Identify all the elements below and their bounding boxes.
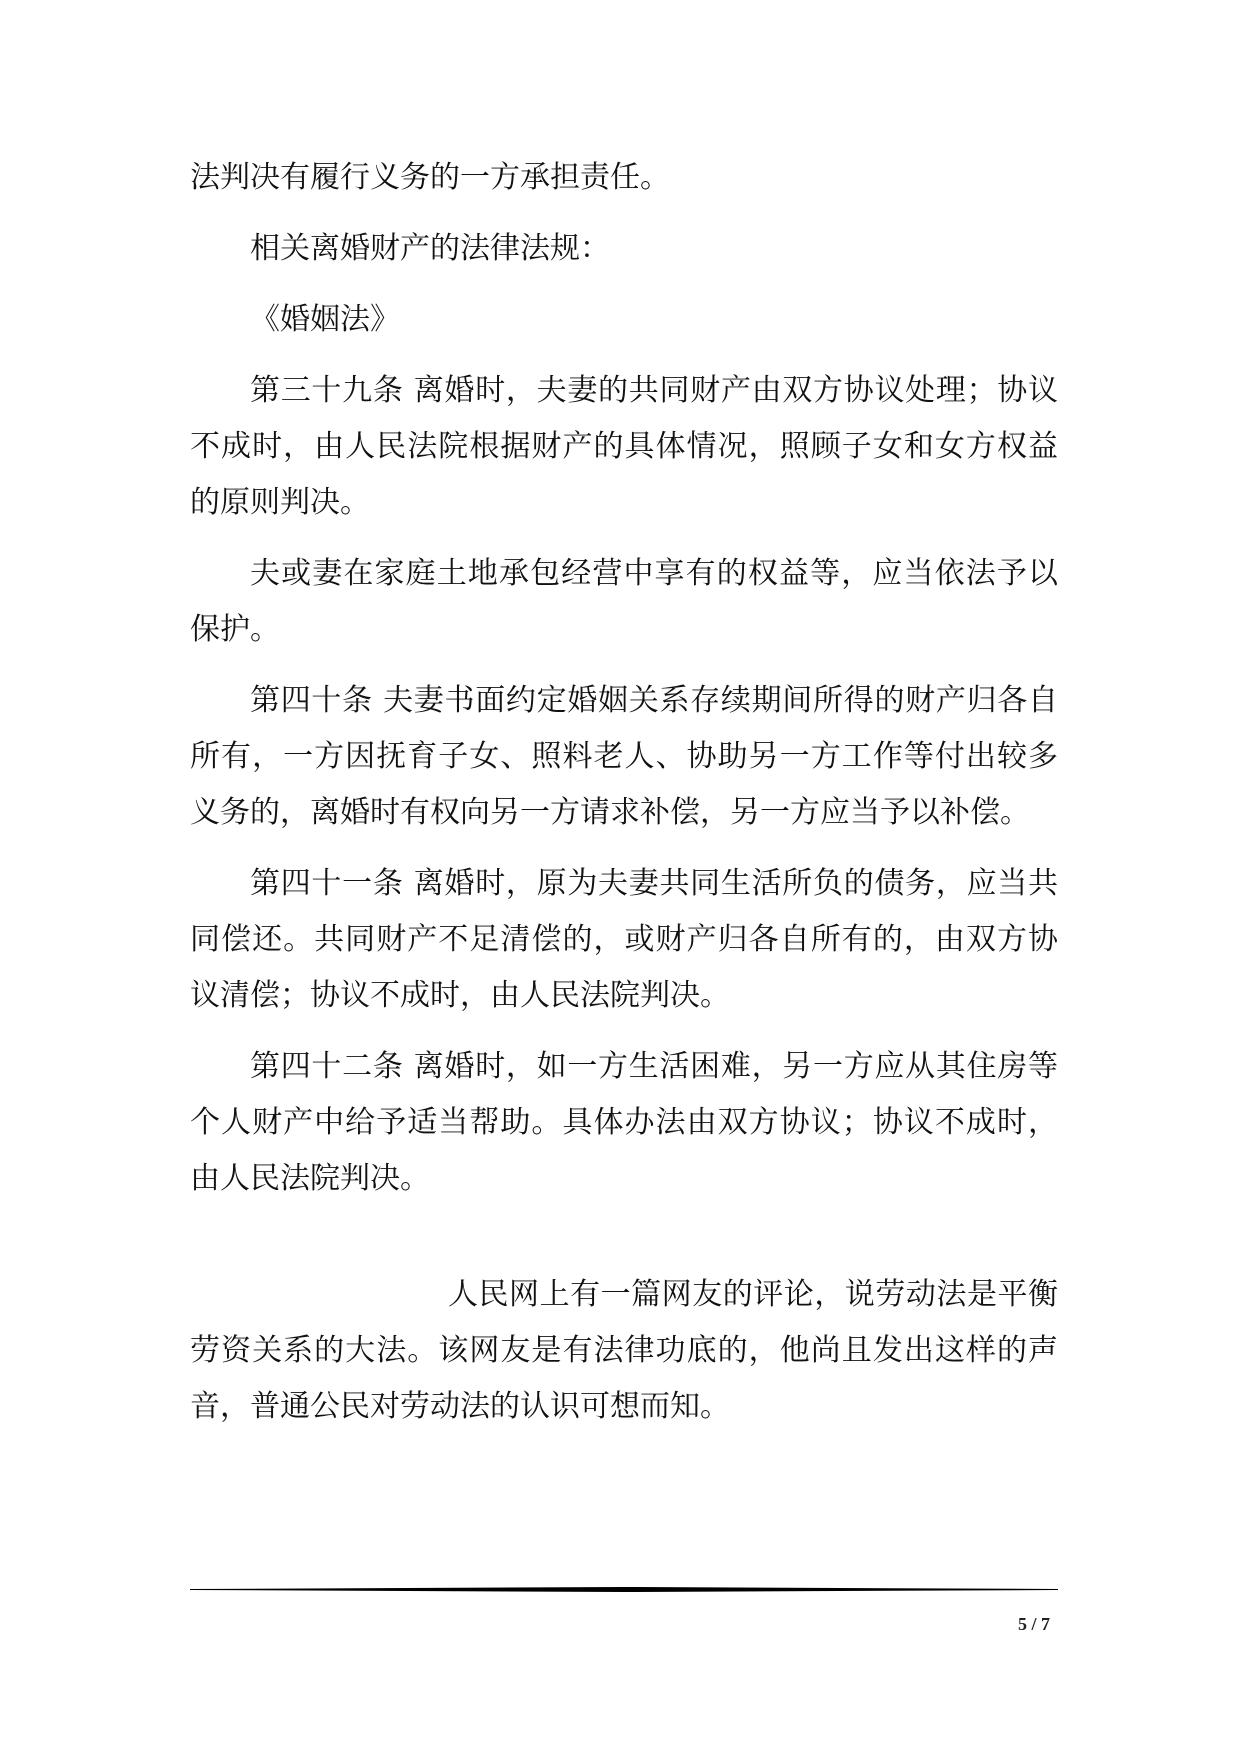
document-body: [190, 150, 1058, 1435]
paragraph-article-41: 第四十一条 离婚时，原为夫妻共同生活所负的债务，应当共同偿还。共同财产不足清偿的，或财产归各自所有的，由双方协议清偿；协议不成时，由人民法院判决。: [190, 866, 1058, 1013]
paragraph-article-40: 第四十条 夫妻书面约定婚姻关系存续期间所得的财产归各自所有，一方因抚育子女、照料老人、协助另一方工作等付出较多义务的，离婚时有权向另一方请求补偿，另一方应当予以补偿。: [190, 683, 1058, 830]
paragraph-commentary: 人民网上有一篇网友的评论，说劳动法是平衡劳资关系的大法。该网友是有法律功底的，他尚且发出这样的声音，普通公民对劳动法的认识可想而知。: [190, 1277, 1058, 1424]
page-number: 5 / 7: [1017, 1614, 1050, 1634]
paragraph-law-title: 《婚姻法》: [250, 302, 400, 337]
paragraph-article-42: 第四十二条 离婚时，如一方生活困难，另一方应从其住房等个人财产中给予适当帮助。具体办法由双方协议；协议不成时，由人民法院判决。: [190, 1049, 1058, 1196]
paragraph-heading-regulations: 相关离婚财产的法律法规：: [250, 231, 610, 266]
footer-divider: [190, 1587, 1058, 1592]
paragraph-article-39-clause: 夫或妻在家庭土地承包经营中享有的权益等，应当依法予以保护。: [190, 556, 1058, 647]
paragraph-continuation: 法判决有履行义务的一方承担责任。: [190, 160, 670, 195]
paragraph-article-39: 第三十九条 离婚时，夫妻的共同财产由双方协议处理；协议不成时，由人民法院根据财产的具体情况，照顾子女和女方权益的原则判决。: [190, 373, 1058, 520]
